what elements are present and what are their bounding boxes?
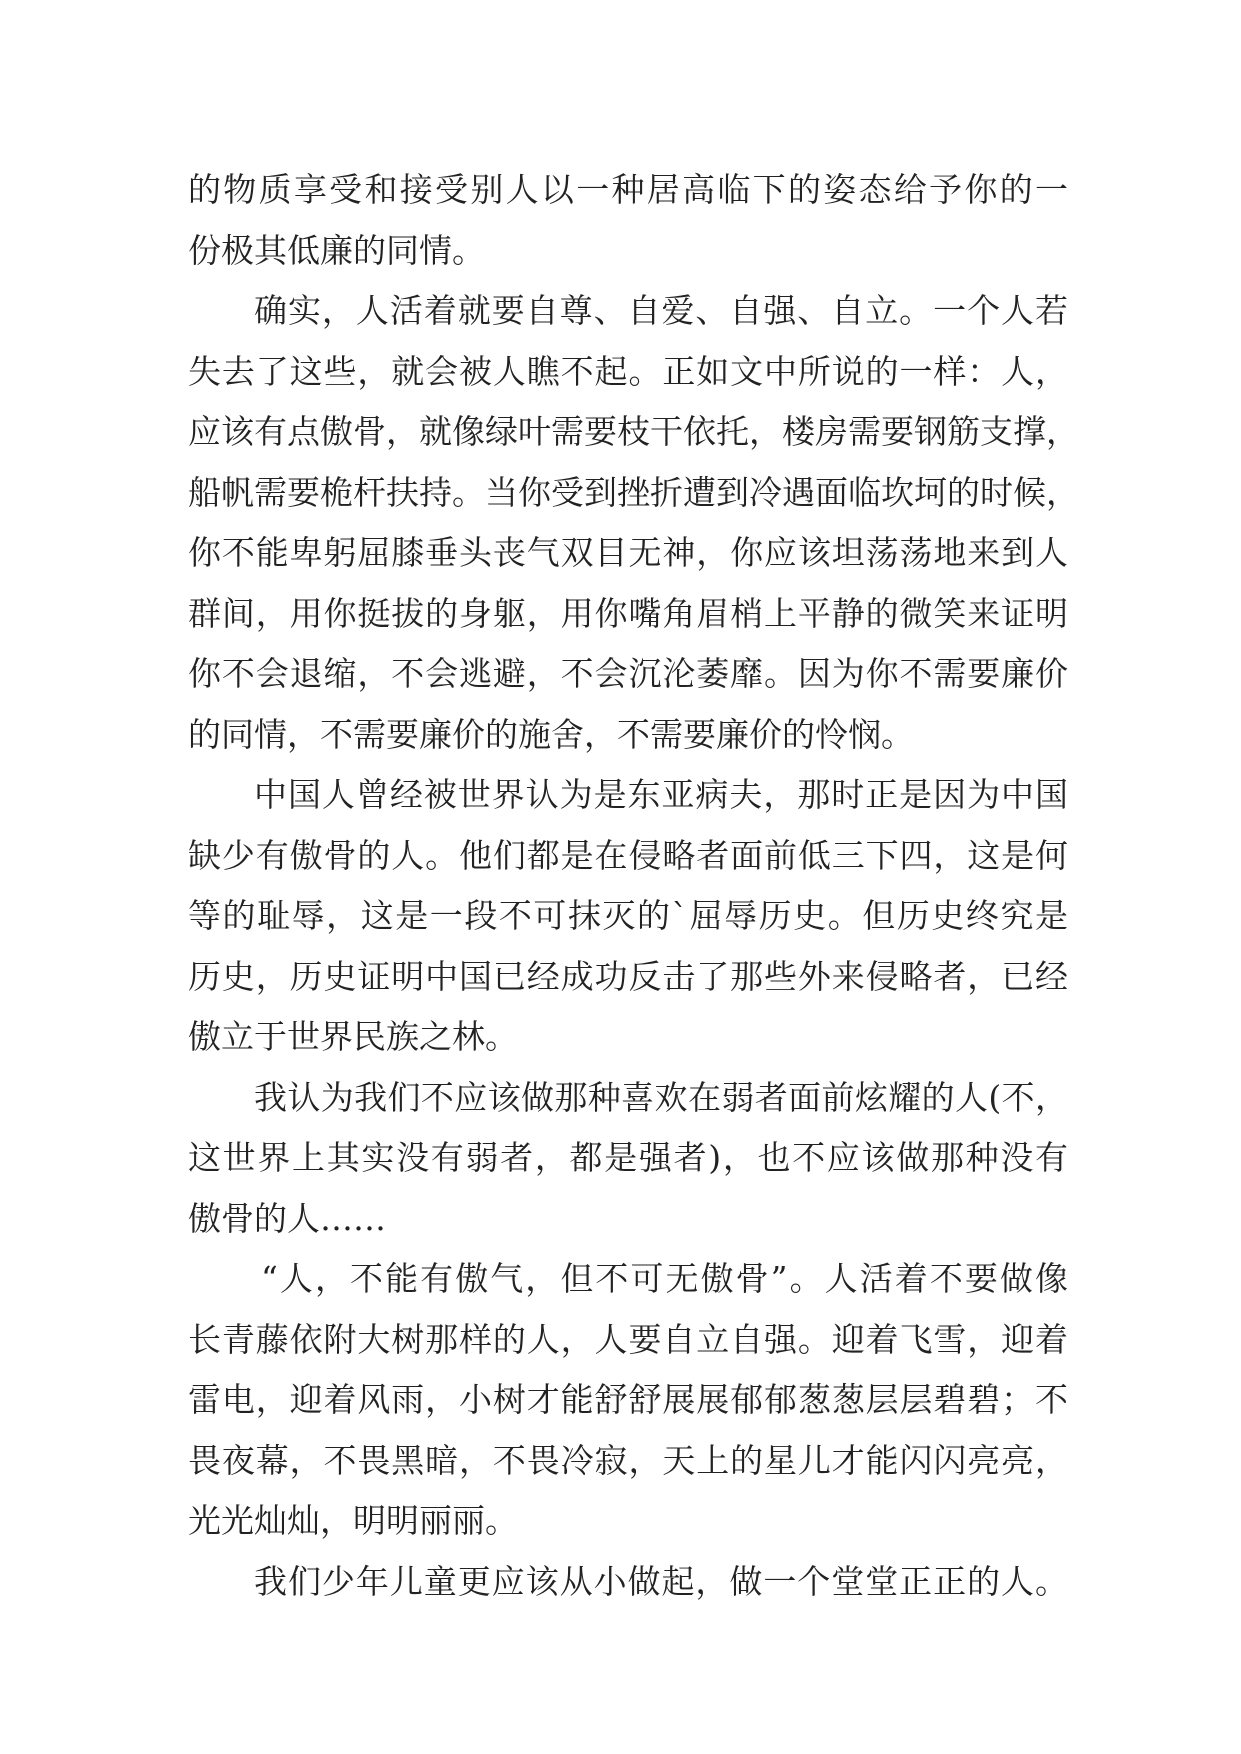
text-line: 的同情，不需要廉价的施舍，不需要廉价的怜悯。 xyxy=(188,714,914,754)
text-line: 光光灿灿，明明丽丽。 xyxy=(188,1501,518,1540)
text-line: 长青藤依附大树那样的人，人要自立自强。迎着飞雪，迎着 xyxy=(188,1319,1068,1359)
text-line: 份极其低廉的同情。 xyxy=(188,230,485,270)
text-line: 历史，历史证明中国已经成功反击了那些外来侵略者，已经 xyxy=(188,956,1068,996)
text-line: 雷电，迎着风雨，小树才能舒舒展展郁郁葱葱层层碧碧；不 xyxy=(188,1380,1068,1419)
paragraph-start-line: 我认为我们不应该做那种喜欢在弱者面前炫耀的人(不， xyxy=(254,1077,1068,1117)
text-line: 失去了这些，就会被人瞧不起。正如文中所说的一样：人， xyxy=(188,351,1068,391)
body-text xyxy=(188,160,1079,1612)
text-line: 傲立于世界民族之林。 xyxy=(188,1017,518,1056)
text-line: 你不能卑躬屈膝垂头丧气双目无神，你应该坦荡荡地来到人 xyxy=(188,533,1068,572)
paragraph-start-line: 中国人曾经被世界认为是东亚病夫，那时正是因为中国 xyxy=(254,775,1068,814)
text-line: 的物质享受和接受别人以一种居高临下的姿态给予你的一 xyxy=(188,170,1068,209)
text-line: 群间，用你挺拔的身躯，用你嘴角眉梢上平静的微笑来证明 xyxy=(188,593,1068,633)
text-line: 等的耻辱，这是一段不可抹灭的`屈辱历史。但历史终究是 xyxy=(188,896,1068,935)
text-line: 船帆需要桅杆扶持。当你受到挫折遭到冷遇面临坎坷的时候， xyxy=(188,472,1079,512)
text-line: 傲骨的人…… xyxy=(188,1198,386,1238)
paragraph-start-line: 我们少年儿童更应该从小做起，做一个堂堂正正的人。 xyxy=(254,1561,1068,1601)
text-line: 畏夜幕，不畏黑暗，不畏冷寂，天上的星儿才能闪闪亮亮， xyxy=(188,1440,1068,1480)
paragraph-start-line: “人，不能有傲气，但不可无傲骨”。人活着不要做像 xyxy=(261,1259,1068,1298)
text-line: 这世界上其实没有弱者，都是强者)，也不应该做那种没有 xyxy=(188,1138,1068,1177)
text-line: 你不会退缩，不会逃避，不会沉沦萎靡。因为你不需要廉价 xyxy=(188,654,1068,693)
text-line: 缺少有傲骨的人。他们都是在侵略者面前低三下四，这是何 xyxy=(188,835,1068,875)
paragraph-start-line: 确实，人活着就要自尊、自爱、自强、自立。一个人若 xyxy=(254,291,1068,330)
text-line: 应该有点傲骨，就像绿叶需要枝干依托，楼房需要钢筋支撑， xyxy=(188,412,1079,451)
